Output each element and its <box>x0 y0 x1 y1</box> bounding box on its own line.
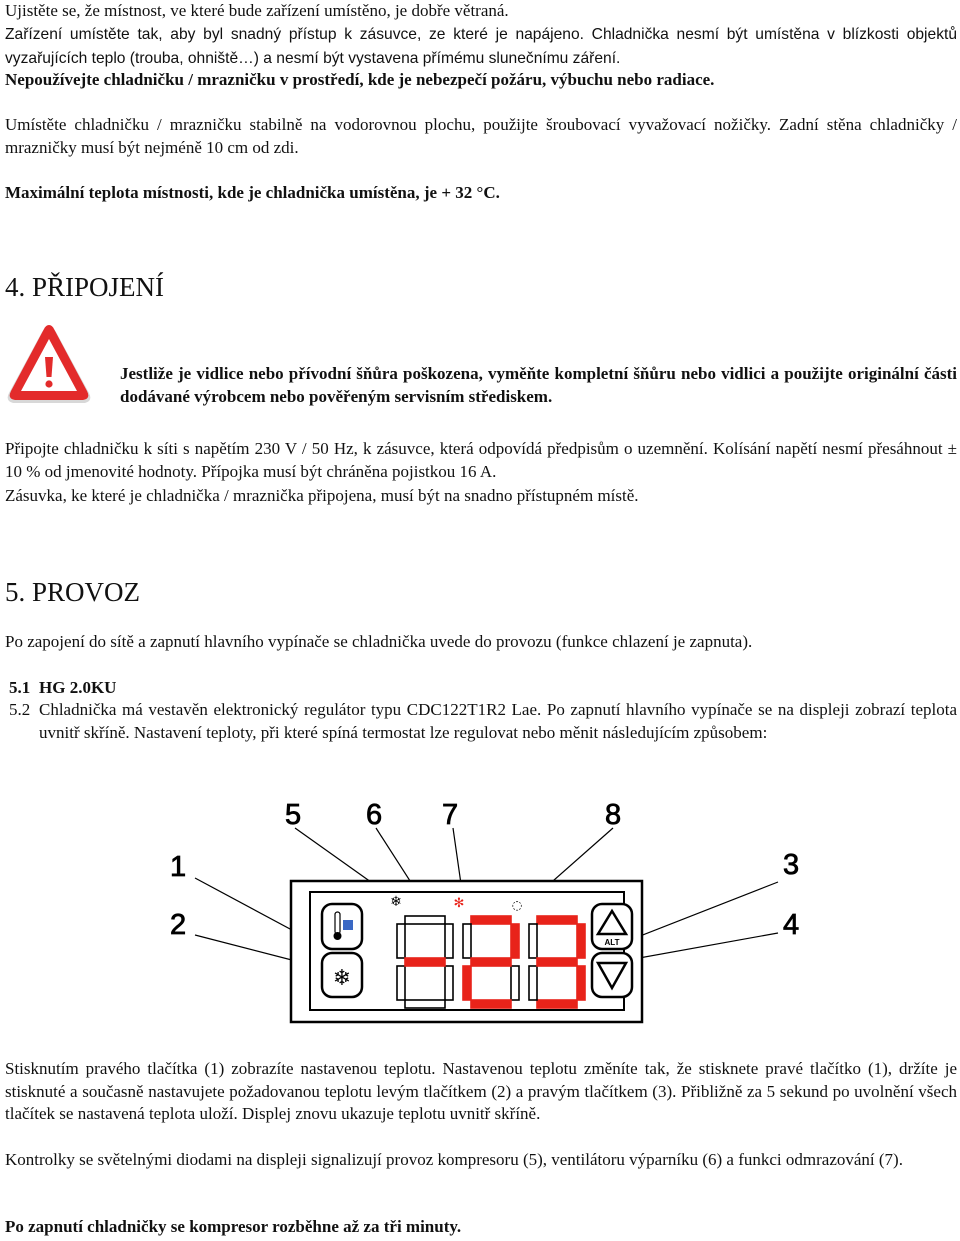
list-item-text: Chladnička má vestavěn elektronický regulátor typu CDC122T1R2 Lae. Po zapnutí hlavního vypínače se na displeji zobrazí teplota uvnitř skříně. Nastavení teploty, při které spíná termostat lze regulovat nebo měnit následujícím způsobem: <box>39 700 957 742</box>
callout-label: 1 <box>170 851 187 883</box>
callout-label: 7 <box>442 799 459 831</box>
list-item-number: 5.2 <box>9 700 31 719</box>
button-up-alt[interactable] <box>592 904 632 949</box>
display-segment <box>537 958 577 966</box>
callout-label: 2 <box>170 909 187 941</box>
display-segment <box>405 916 445 924</box>
intro-paragraph: Zařízení umístěte tak, aby byl snadný přístup k zásuvce, ze které je napájeno. Chladnička nesmí být umístěna v blízkosti objektů vyzařujících teplo (trouba, ohniště…) a nesmí být vystavena přímému slunečnímu záření. <box>5 26 957 67</box>
socket-accessibility-note: Zásuvka, ke které je chladnička / mraznička připojena, musí být na snadno přístupném místě. <box>5 486 639 505</box>
intro-line: Ujistěte se, že místnost, ve které bude zařízení umístěno, je dobře větraná. <box>5 1 509 20</box>
display-segment <box>471 1000 511 1008</box>
operation-paragraph: Po zapojení do sítě a zapnutí hlavního vypínače se chladnička uvede do provozu (funkce chlazení je zapnuta). <box>5 632 753 651</box>
warning-triangle-icon <box>3 321 95 411</box>
display-segment <box>529 966 537 1000</box>
set-temperature-paragraph: Stisknutím pravého tlačítka (1) zobrazíte nastavenou teplotu. Nastavenou teplotu změníte tak, že stisknete pravé tlačítko (1), držíte je stisknuté a současně nastavujete požadovanou teplotu levým tlačítkem (2) a pravým tlačítkem (3). Přibližně za 5 sekund po uvolnění všech tlačítek se nastavená teplota uloží. Displej znovu ukazuje teplotu uvnitř skříně. <box>5 1059 957 1124</box>
display-segment <box>471 916 511 924</box>
display-segment <box>511 924 519 958</box>
max-temperature-note: Maximální teplota místnosti, kde je chladnička umístěna, je + 32 °C. <box>5 183 500 202</box>
callout-label: 5 <box>285 799 302 831</box>
display-segment <box>511 966 519 1000</box>
list-item-5-1 <box>9 677 957 700</box>
fan-led-icon: ✻ <box>453 896 465 911</box>
connection-paragraph: Připojte chladničku k síti s napětím 230 V / 50 Hz, k zásuvce, která odpovídá předpisům o uzemnění. Kolísání napětí nesmí přesáhnout ± 10 % od jmenovité hodnoty. Přípojka musí být chráněna pojistkou 16 A. <box>5 439 957 481</box>
display-segment <box>397 966 405 1000</box>
snowflake-icon: ❄ <box>332 966 352 991</box>
display-segment <box>397 924 405 958</box>
display-segment <box>577 924 585 958</box>
section-4-heading: 4. PŘIPOJENÍ <box>5 272 165 302</box>
display-segment <box>445 966 453 1000</box>
display-segment <box>405 1000 445 1008</box>
placement-paragraph: Umístěte chladničku / mrazničku stabilně na vodorovnou plochu, použijte šroubovací vyvažovací nožičky. Zadní stěna chladničky / mrazničky musí být nejméně 10 cm od zdi. <box>5 115 957 157</box>
cord-damage-warning: Jestliže je vidlice nebo přívodní šňůra poškozena, vyměňte kompletní šňůru nebo vidlici a použijte originální části dodávané výrobcem nebo pověřeným servisním střediskem. <box>120 364 957 406</box>
list-item-number: 5.1 <box>9 678 31 697</box>
display-segment <box>577 966 585 1000</box>
button-thermometer[interactable] <box>322 904 362 949</box>
list-item-text: HG 2.0KU <box>39 678 117 697</box>
controller-display-diagram <box>150 790 850 1035</box>
list-item-5-2 <box>9 699 957 744</box>
indicator-leds-paragraph: Kontrolky se světelnými diodami na displeji signalizují provoz kompresoru (5), ventilátoru výparníku (6) a funkci odmrazování (7). <box>5 1150 903 1169</box>
section-5-heading: 5. PROVOZ <box>5 577 141 607</box>
display-segment <box>445 924 453 958</box>
callout-label: 6 <box>366 799 383 831</box>
display-segment <box>537 1000 577 1008</box>
display-segment <box>463 924 471 958</box>
fire-warning: Nepoužívejte chladničku / mrazničku v prostředí, kde je nebezpečí požáru, výbuchu nebo radiace. <box>5 70 715 89</box>
defrost-led-icon: ◌ <box>511 898 523 912</box>
compressor-start-note: Po zapnutí chladničky se kompresor rozběhne až za tři minuty. <box>5 1217 462 1236</box>
compressor-led-icon: ❄ <box>390 894 402 910</box>
display-segment <box>463 966 471 1000</box>
callout-label: 4 <box>783 909 800 941</box>
alt-label: ALT <box>604 938 620 947</box>
display-segment <box>471 958 511 966</box>
display-segment <box>405 958 445 966</box>
callout-label: 3 <box>783 849 800 881</box>
display-segment <box>537 916 577 924</box>
callout-label: 8 <box>605 799 622 831</box>
thermometer-icon <box>335 912 340 934</box>
button-down[interactable] <box>592 953 632 997</box>
button-defrost[interactable] <box>322 953 362 997</box>
display-segment <box>529 924 537 958</box>
